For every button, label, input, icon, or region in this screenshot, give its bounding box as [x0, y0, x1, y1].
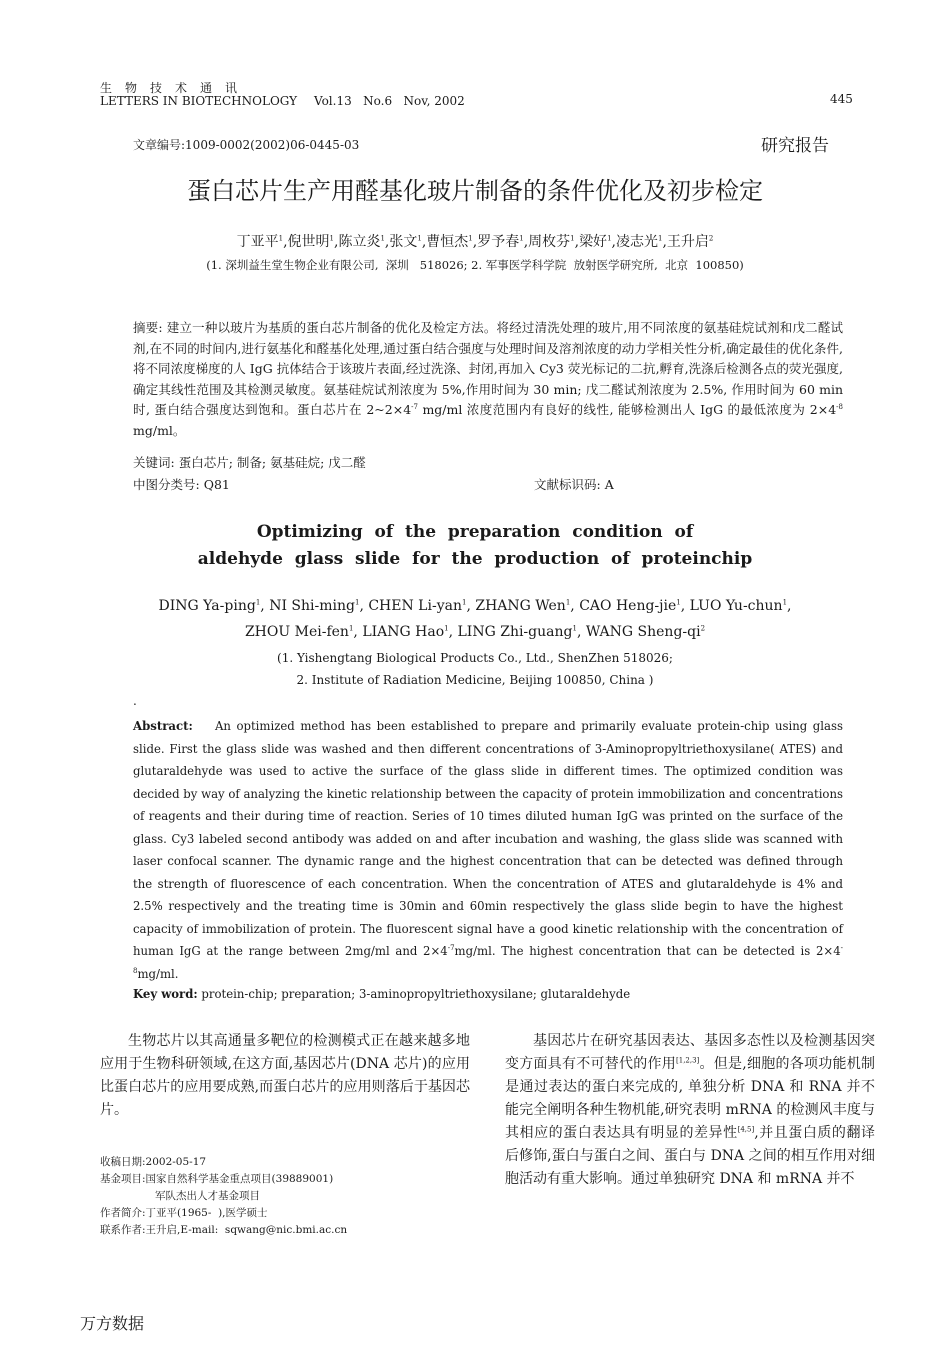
affiliation-en-line2: 2. Institute of Radiation Medicine, Beijing 100850, China )	[296, 673, 654, 687]
keywords-en	[133, 987, 630, 1001]
body-text: ,并且蛋白质的翻译后修饰,蛋白与蛋白之间、蛋白与 DNA 之间的相互作用对细胞活动有重大影响。通过单独研究 DNA 和 mRNA 并不	[505, 1125, 875, 1187]
author-name: 陈立炎	[338, 234, 381, 250]
doccode-value: A	[604, 477, 614, 492]
keywords-cn	[133, 453, 366, 471]
affiliation-mark: 1	[782, 598, 788, 607]
abstract-text-en: mg/ml. The highest concentration that can be detected is 2×4	[454, 944, 841, 959]
author-name-en: WANG Sheng-qi	[585, 624, 701, 640]
affiliation-mark: 1	[461, 598, 467, 607]
affiliation-mark: 1	[607, 234, 612, 243]
body-text: 基因芯片在研究基因表达、基因多态性以及检测基因突变方面具有不可替代的作用	[505, 1033, 875, 1072]
author-list-en-line1: DING Ya-ping$^1$, NI Shi-ming$^1$, CHEN Li-yan$^1$, ZHANG Wen$^1$, CAO Heng-jie$^1$, LUO Yu-chun$^1$,	[158, 598, 792, 614]
affiliation-mark: 1	[572, 624, 577, 633]
abstract-text-cn: mg/ml 浓度范围内有良好的线性, 能够检测出人 IgG 的最低浓度为 2×4	[418, 402, 837, 417]
paper-title-cn: 蛋白芯片生产用醛基化玻片制备的条件优化及初步检定	[187, 177, 763, 205]
keywords-text-en: protein-chip; preparation; 3-aminopropyltriethoxysilane; glutaraldehyde	[201, 987, 631, 1001]
exponent: -7	[411, 402, 418, 411]
abstract-label-cn: 摘要:	[133, 320, 163, 335]
stray-dot: .	[133, 694, 137, 708]
footnote-fund-2: 军队杰出人才基金项目	[155, 1190, 260, 1202]
affiliation-en-line1: (1. Yishengtang Biological Products Co., Ltd., ShenZhen 518026;	[277, 651, 673, 665]
abstract-text-cn: 建立一种以玻片为基质的蛋白芯片制备的优化及检定方法。将经过清洗处理的玻片,用不同浓度的氨基硅烷试剂和戊二醛试剂,在不同的时间内,进行氨基化和醛基化处理,通过蛋白结合强度与处理时间及溶剂浓度的动力学相关性分析,确定最佳的优化条件,将不同浓度梯度的人 IgG 抗体结合于该玻片表面,经过洗涤、封闭,再加入 Cy3 荧光标记的二抗,孵育,洗涤后检测各点的荧光强度,确定其线性范围及其检测灵敏度。氨基硅烷试剂浓度为 5%,作用时间为 30 min; 戊二醛试剂浓度为 2.5%, 作用时间为 60 min 时, 蛋白结合强度达到饱和。蛋白芯片在 2~2×4	[133, 320, 844, 417]
keywords-label-cn: 关键词:	[133, 455, 175, 470]
author-name: 周枚芬	[528, 234, 571, 250]
author-name: 曹恒杰	[426, 234, 469, 250]
page-number: 445	[830, 92, 853, 106]
affiliation-mark: 1	[380, 234, 385, 243]
abstract-text-cn: mg/ml。	[133, 422, 186, 438]
author-name-en: NI Shi-ming	[269, 598, 355, 614]
affiliation-mark: 1	[329, 234, 334, 243]
author-name: 凌志光	[615, 234, 658, 250]
abstract-label-en: Abstract:	[133, 719, 193, 733]
author-name: 罗予春	[477, 234, 520, 250]
footnote-contact: 联系作者:王升启,E-mail: sqwang@nic.bmi.ac.cn	[100, 1224, 348, 1236]
footnote-fund: 基金项目:国家自然科学基金重点项目(39889001)	[100, 1173, 334, 1185]
author-name-en: DING Ya-ping	[158, 598, 256, 614]
affiliation-mark: 2	[700, 624, 706, 633]
section-label: 研究报告	[761, 136, 829, 156]
author-name: 王升启	[666, 234, 709, 250]
paper-title-en-line2: aldehyde glass slide for the production of proteinchip	[197, 549, 753, 569]
author-name: 张文	[389, 234, 418, 250]
body-paragraph-left: 生物芯片以其高通量多靶位的检测模式正在越来越多地应用于生物科研领域,在这方面,基因芯片(DNA 芯片)的应用比蛋白芯片的应用要成熟,而蛋白芯片的应用则落后于基因芯片。	[100, 1033, 470, 1118]
clc-value: Q81	[203, 477, 230, 492]
affiliation-mark: 1	[657, 234, 663, 243]
body-text: 。但是,细胞的各项功能机制是通过表达的蛋白来完成的, 单独分析 DNA 和 RNA 并不能完全阐明各种生物机能,研究表明 mRNA 的检测风丰度与其相应的蛋白表达具有明显的差异性	[505, 1056, 876, 1141]
clc-number	[133, 475, 230, 493]
abstract-text-en: An optimized method has been established to prepare and primarily evaluate protein-chip using glass slide. First the glass slide was washed and then different concentrations of 3-Aminopropyltriethoxysilane( ATES) and glutaraldehyde was used to active the surface of the glass slide in different times. The optimized condition was decided by way of analyzing the kinetic relationship between the capacity of protein immobilization and concentrations of reagents and their during time of reaction. Series of 10 times diluted human IgG was printed on the surface of the glass. Cy3 labeled second antibody was added on and after incubation and washing, the glass slide was scanned with laser confocal scanner. The dynamic range and the highest concentration that can be detected was defined through the strength of fluorescence of each concentration. When the concentration of ATES and glutaraldehyde is 4% and 2.5% respectively and the treating time is 30min and 60min respectively the glass slide begin to have the highest capacity of immobilization of protein. The fluorescent signal have a good kinetic relationship with the concentration of human IgG at the range between 2mg/ml and 2×4	[133, 719, 843, 959]
author-name: 丁亚平	[236, 234, 279, 250]
affiliation-mark: 1	[255, 598, 261, 607]
affiliation-mark: 1	[444, 624, 449, 633]
paper-title-en-line1: Optimizing of the preparation condition of	[256, 522, 694, 542]
author-name-en: CAO Heng-jie	[579, 598, 677, 614]
affiliation-mark: 1	[468, 234, 473, 243]
article-number: 文章编号:1009-0002(2002)06-0445-03	[133, 138, 360, 152]
affiliation-mark: 1	[278, 234, 284, 243]
author-name-en: LUO Yu-chun	[689, 598, 783, 614]
affiliation-mark: 2	[708, 234, 714, 243]
author-name: 倪世明	[287, 234, 330, 250]
keywords-text-cn: 蛋白芯片; 制备; 氨基硅烷; 戊二醛	[178, 455, 366, 470]
doccode-label: 文献标识码:	[534, 477, 601, 492]
affiliation-mark: 1	[519, 234, 524, 243]
reference-mark: [4,5]	[737, 1125, 755, 1134]
footnote-received-date: 收稿日期:2002-05-17	[100, 1156, 207, 1168]
author-name-en: LIANG Hao	[362, 624, 445, 640]
author-name-en: CHEN Li-yan	[368, 598, 462, 614]
author-name-en: ZHOU Mei-fen	[244, 624, 349, 640]
author-name-en: ZHANG Wen	[475, 598, 566, 614]
affiliation-mark: 1	[417, 234, 422, 243]
affiliation-mark: 1	[348, 624, 354, 633]
exponent: -8	[133, 944, 844, 976]
abstract-cn	[133, 318, 843, 441]
author-name-en: LING Zhi-guang	[457, 624, 573, 640]
exponent: -8	[836, 402, 843, 411]
database-watermark: 万方数据	[80, 1314, 145, 1333]
author-list-en-line2: ZHOU Mei-fen$^1$, LIANG Hao$^1$, LING Zhi-guang$^1$, WANG Sheng-$qi^2$	[244, 624, 706, 640]
affiliation-mark: 1	[354, 598, 360, 607]
author-name: 梁好	[579, 234, 608, 250]
exponent: -7	[447, 944, 455, 953]
affiliation-mark: 1	[565, 598, 571, 607]
journal-title-cn: 生物技术通讯	[100, 81, 251, 95]
affiliation-mark: 1	[570, 234, 575, 243]
abstract-text-en: mg/ml.	[137, 967, 179, 982]
abstract-en	[133, 715, 843, 986]
clc-label: 中图分类号:	[133, 477, 200, 492]
affiliation-cn: (1. 深圳益生堂生物企业有限公司, 深圳 518026; 2. 军事医学科学院 放射医学研究所, 北京 100850)	[206, 258, 744, 272]
journal-title-en: LETTERS IN BIOTECHNOLOGY	[100, 94, 298, 108]
author-list-cn: 丁亚平$^1$,倪世明$^1$,陈立炎$^1$,张文$^1$,曹恒杰$^1$,罗予春$^1$,周枚芬$^1$,梁好$^1$,凌志光$^1$,王升启$^2$	[236, 234, 714, 250]
reference-mark: [1,2,3]	[676, 1056, 700, 1065]
affiliation-mark: 1	[676, 598, 681, 607]
keywords-label-en: Key word:	[133, 987, 198, 1001]
body-paragraph-right	[505, 1030, 875, 1191]
journal-volume-info: Vol.13 No.6 Nov, 2002	[314, 94, 465, 108]
document-code	[534, 475, 614, 493]
footnote-author-bio: 作者简介:丁亚平(1965- ),医学硕士	[100, 1207, 268, 1219]
